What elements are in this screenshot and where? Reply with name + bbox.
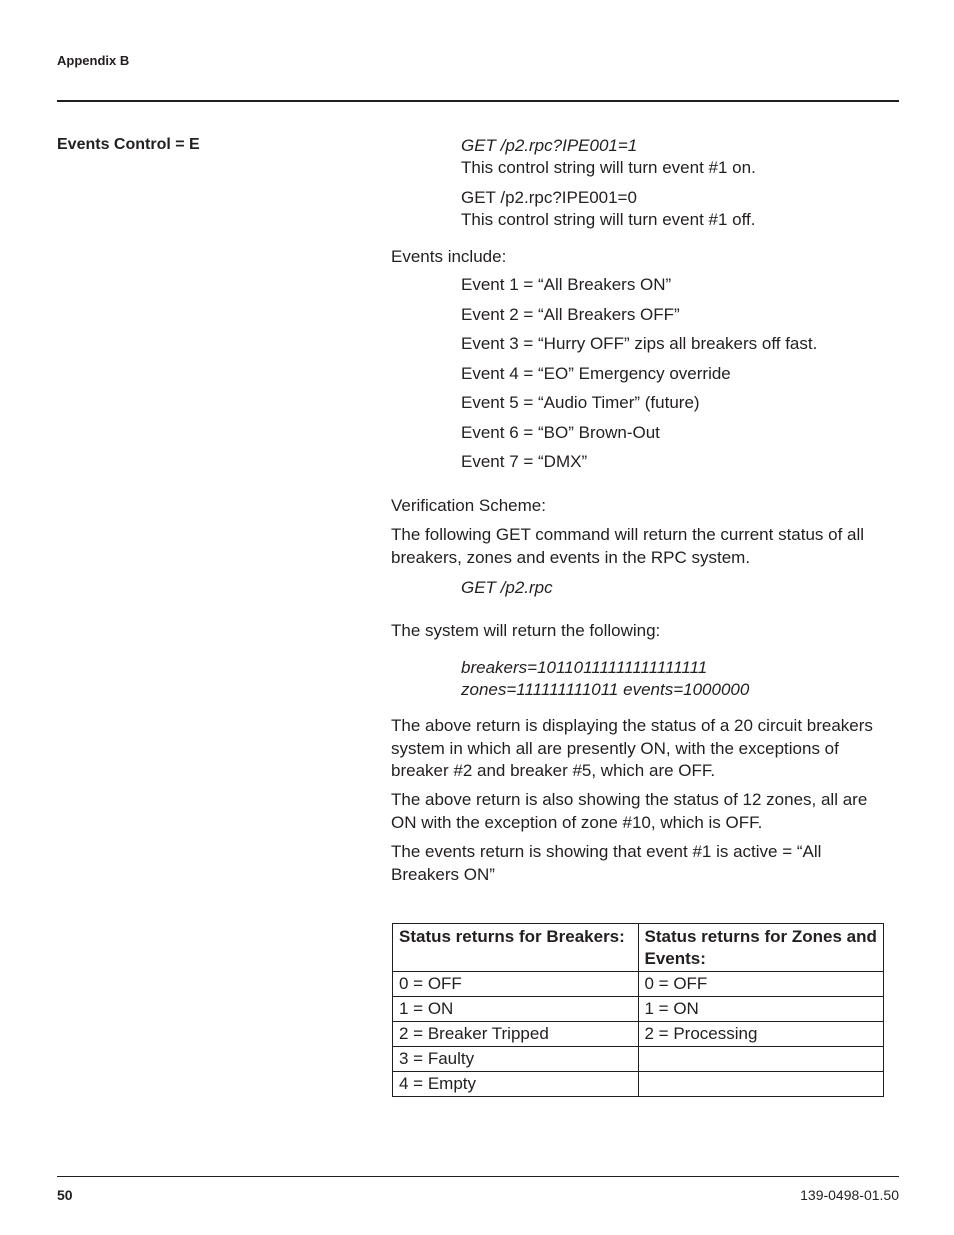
table-cell: 2 = Processing: [638, 1022, 884, 1047]
table-row: [393, 972, 884, 997]
table-cell: 1 = ON: [393, 997, 639, 1022]
event-item: Event 4 = “EO” Emergency override: [461, 363, 731, 383]
verification-description: The following GET command will return the current status of all breakers, zones and events in the RPC system.: [391, 525, 865, 567]
event-item: Event 1 = “All Breakers ON”: [461, 275, 672, 294]
document-number: 139-0498-01.50: [800, 1187, 899, 1203]
events-intro: Events include:: [391, 247, 507, 266]
command-code: GET /p2.rpc?IPE001=0: [461, 188, 637, 207]
status-returns-table: [392, 923, 884, 1097]
command-code: GET /p2.rpc?IPE001=1: [461, 136, 638, 155]
verification-command: GET /p2.rpc: [461, 578, 553, 597]
explanation-paragraph: The above return is also showing the status of 12 zones, all are ON with the exception of zone #10, which is OFF.: [391, 790, 868, 832]
table-header-row: [393, 924, 884, 972]
section-title: Events Control = E: [57, 136, 200, 153]
command-description: This control string will turn event #1 on.: [461, 158, 756, 177]
command-description: This control string will turn event #1 off.: [461, 210, 756, 229]
explanation-paragraph: The events return is showing that event #1 is active = “All Breakers ON”: [391, 842, 822, 884]
event-item: Event 6 = “BO” Brown-Out: [461, 422, 660, 442]
event-item: Event 2 = “All Breakers OFF”: [461, 304, 680, 324]
running-header: Appendix B: [57, 53, 130, 68]
table-row: [393, 1022, 884, 1047]
return-intro: The system will return the following:: [391, 621, 661, 640]
explanation-paragraph: The above return is displaying the status of a 20 circuit breakers system in which all are presently ON, with the exceptions of breaker #2 and breaker #5, which are OFF.: [391, 716, 873, 780]
page-number: 50: [57, 1187, 73, 1203]
table-cell: 0 = OFF: [393, 972, 639, 997]
table-cell: 2 = Breaker Tripped: [393, 1022, 639, 1047]
events-list: [461, 274, 817, 481]
table-row: [393, 1047, 884, 1072]
table-cell: 0 = OFF: [638, 972, 884, 997]
table-cell: [638, 1072, 884, 1097]
event-item: Event 5 = “Audio Timer” (future): [461, 393, 700, 412]
return-breakers-line: breakers=10110111111111111111: [461, 658, 708, 677]
return-zones-events-line: zones=111111111011 events=1000000: [461, 680, 750, 699]
event-item: Event 7 = “DMX”: [461, 452, 588, 471]
table-header-zones-events: Status returns for Zones and Events:: [638, 924, 884, 972]
table-cell: 1 = ON: [638, 997, 884, 1022]
table-row: [393, 997, 884, 1022]
table-cell: 3 = Faulty: [393, 1047, 639, 1072]
table-cell: [638, 1047, 884, 1072]
table-header-breakers: Status returns for Breakers:: [393, 924, 639, 972]
event-item: Event 3 = “Hurry OFF” zips all breakers off fast.: [461, 334, 818, 353]
header-divider: [57, 100, 899, 102]
table-cell: 4 = Empty: [393, 1072, 639, 1097]
footer-divider: [57, 1176, 899, 1177]
verification-heading: Verification Scheme:: [391, 496, 546, 515]
table-row: [393, 1072, 884, 1097]
